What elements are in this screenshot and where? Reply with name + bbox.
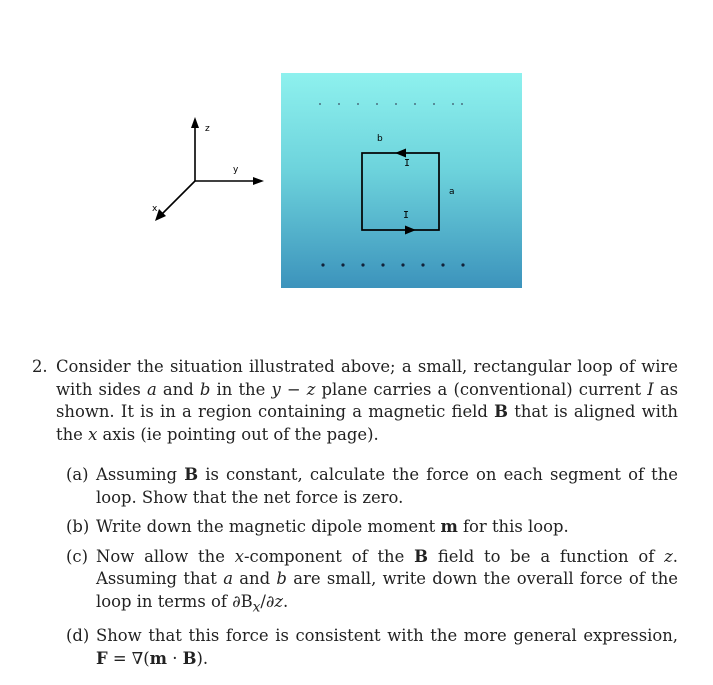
z-axis-arrowhead xyxy=(191,117,199,128)
x-axis-label: x xyxy=(152,204,158,214)
coordinate-axes xyxy=(152,117,264,221)
part-label: (a) xyxy=(66,465,89,484)
current-label-top: I xyxy=(404,158,411,169)
partial-derivative: $\partial B_x/\partial z$ xyxy=(232,591,283,615)
part-b: (b) Write down the magnetic dipole moment m for this loop. xyxy=(32,516,678,539)
part-label: (b) xyxy=(66,517,90,536)
part-a: (a) Assuming B is constant, calculate the force on each segment of the loop. Show that the net force is zero. xyxy=(66,465,678,507)
y-axis-arrowhead xyxy=(253,177,264,185)
loop-figure xyxy=(0,0,713,300)
loop-side-b-label: b xyxy=(377,134,383,144)
part-label: (d) xyxy=(66,626,90,646)
problem-2 xyxy=(32,356,678,677)
field-panel xyxy=(281,73,522,288)
part-d: (d) Show that this force is consistent with the more general expression, F = ∇(m · B). xyxy=(66,626,678,668)
problem-intro: Consider the situation illustrated above; a small, rectangular loop of wire with sides a and b in the y − z plane carries a (conventional) current I as shown. It is in a region containing a magnetic field B that is aligned with the x axis (ie pointing out of the page). xyxy=(56,357,678,444)
part-c: (c) Now allow the x-component of the B field to be a function of z. Assuming that a and b are small, write down the overall force of the loop in terms of $\partial B_x/\partial z$. xyxy=(66,546,678,615)
y-axis-label: y xyxy=(233,165,239,175)
x-axis xyxy=(161,181,195,215)
current-label-bottom: I xyxy=(403,210,410,221)
part-label: (c) xyxy=(66,546,88,566)
loop-side-a-label: a xyxy=(449,187,455,197)
problem-parts xyxy=(32,464,678,670)
problem-number: 2. xyxy=(32,357,48,376)
z-axis-label: z xyxy=(205,124,210,134)
